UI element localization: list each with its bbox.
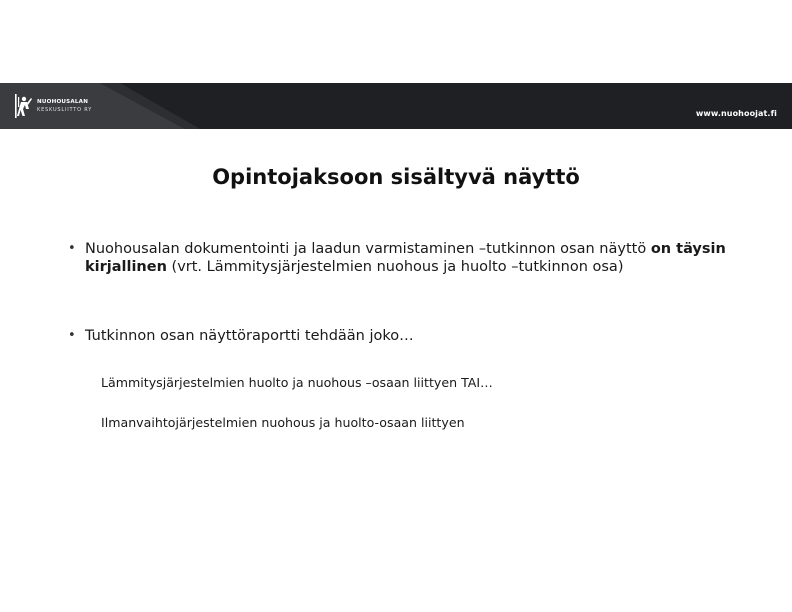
bullet-item-1 bbox=[68, 240, 758, 276]
bullet-marker: • bbox=[68, 328, 76, 343]
logo-wordmark bbox=[37, 98, 92, 114]
sub-item-2: Ilmanvaihtojärjestelmien nuohous ja huolto-osaan liittyen bbox=[101, 415, 465, 430]
header-banner bbox=[0, 83, 792, 129]
bullet-item-2 bbox=[68, 327, 414, 345]
banner-wedge-shape bbox=[0, 83, 792, 129]
bullet-1-text: Nuohousalan dokumentointi ja laadun varmistaminen –tutkinnon osan näyttö bbox=[85, 241, 651, 257]
logo-line-1: NUOHOUSALAN bbox=[37, 99, 89, 105]
bullet-1-text-after: (vrt. Lämmitysjärjestelmien nuohous ja huolto –tutkinnon osa) bbox=[166, 259, 624, 275]
organization-logo bbox=[13, 92, 92, 120]
bullet-marker: • bbox=[68, 241, 76, 256]
chimney-sweep-logo-icon bbox=[13, 92, 33, 120]
bullet-1-emphasis: on täysin kirjallinen bbox=[85, 241, 726, 275]
slide-title: Opintojaksoon sisältyvä näyttö bbox=[212, 165, 580, 189]
bullet-2-text: Tutkinnon osan näyttöraportti tehdään joko… bbox=[85, 328, 414, 344]
logo-line-2: KESKUSLIITTO RY bbox=[37, 107, 93, 113]
website-url[interactable]: www.nuohoojat.fi bbox=[695, 109, 777, 118]
sub-item-1: Lämmitysjärjestelmien huolto ja nuohous –osaan liittyen TAI… bbox=[101, 375, 493, 390]
